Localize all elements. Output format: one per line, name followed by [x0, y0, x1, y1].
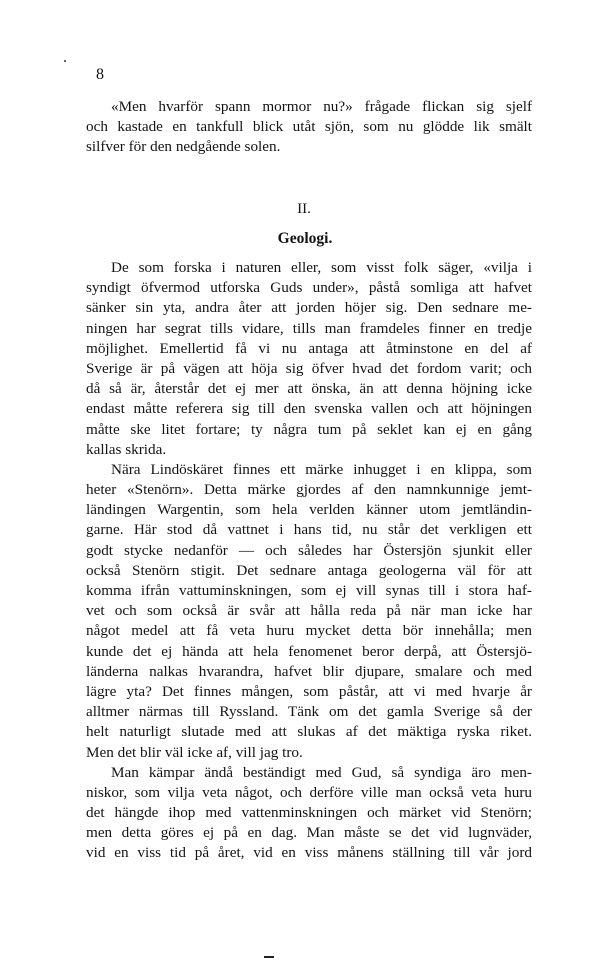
text-line: Nära Lindöskäret finnes ett märke inhugget i en klippa, som	[111, 460, 532, 478]
text-line: ningen har segrat tills vidare, tills man framdeles finner en tredje	[86, 319, 532, 337]
text-line: vid en viss tid på året, vid en viss månens ställning till vår jord	[86, 844, 532, 862]
text-line: garne. Här stod då vattnet i hans tid, nu står det verkligen ett	[86, 521, 532, 539]
text-line: vet och som också är svår att hålla reda på när man icke har	[86, 602, 532, 620]
text-line: «Men hvarför spann mormor nu?» frågade flickan sig sjelf	[111, 98, 532, 115]
text-line: sänker sin yta, andra åter att jorden höjer sig. Den sednare me-	[86, 299, 532, 317]
text-line: länderna nalkas hvarandra, hafvet blir djupare, smalare och med	[86, 662, 532, 680]
print-speck	[64, 60, 66, 62]
text-line: endast måtte referera sig till den svenska vallen och att höjningen	[86, 400, 532, 418]
bottom-mark	[264, 956, 274, 958]
text-line: Man kämpar ändå beständigt med Gud, så syndiga äro men-	[111, 763, 532, 781]
geology-text	[86, 258, 532, 864]
text-line: De som forska i naturen eller, som visst folk säger, «vilja i	[111, 259, 532, 276]
section-number: II.	[297, 201, 311, 217]
text-line: alltmer närmas till Ryssland. Tänk om det gamla Sverige så der	[86, 703, 532, 721]
text-line: lägre yta? Det finnes mången, som påstår, att vi med hvarje år	[86, 682, 532, 700]
text-line: och kastade en tankfull blick utåt sjön, som nu glödde lik smält	[86, 118, 532, 136]
text-line: måtte ske litet fortare; ty några tum på seklet kan ej en gång	[86, 420, 532, 438]
text-line: heter «Stenörn». Detta märke gjordes af den namnkunnige jemt-	[86, 481, 532, 499]
text-line: också Stenörn stigit. Det sednare antaga geologerna väl för att	[86, 561, 532, 579]
page-number: 8	[96, 66, 104, 83]
text-line: komma ifrån vattuminskningen, som ej vill synas till i stora haf-	[86, 582, 532, 599]
text-line: ländingen Wargentin, som hela verlden känner utom jemtländin-	[86, 501, 532, 519]
text-line: det hängde ihop med vattenminskningen och märket vid Stenörn;	[86, 804, 532, 822]
text-line: silfver för den nedgående solen.	[86, 138, 281, 156]
text-line: möjlighet. Emellertid få vi nu antaga att åtminstone en del af	[86, 339, 532, 357]
text-line: kunde det ej hända att hela fenomenet beror derpå, att Östersjö-	[86, 642, 532, 660]
text-line: syndigt öfvermod utforska Guds under», påstå somliga att hafvet	[86, 279, 532, 297]
text-line: godt stycke nedanför — och således har Östersjön sjunkit eller	[86, 541, 532, 559]
intro-paragraph	[86, 97, 532, 158]
text-line: men detta göres ej på en dag. Man måste se det vid lugnväder,	[86, 824, 532, 842]
text-line: Men det blir väl icke af, vill jag tro.	[86, 743, 303, 761]
text-line: Sverige är på vägen att höja sig öfver hvad det fordom varit; och	[86, 359, 532, 377]
text-line: helt naturligt slutade med att slukas af det mäktiga ryska riket.	[86, 723, 532, 741]
section-title: Geologi.	[277, 230, 333, 247]
text-line: kallas skrida.	[86, 440, 167, 458]
text-line: då så är, återstår det ej mer att önska, än att denna höjning icke	[86, 380, 532, 398]
text-line: niskor, som vilja veta något, och derföre ville man också veta huru	[86, 783, 532, 801]
text-line: något medel att få veta huru mycket detta bör innehålla; men	[86, 622, 532, 640]
